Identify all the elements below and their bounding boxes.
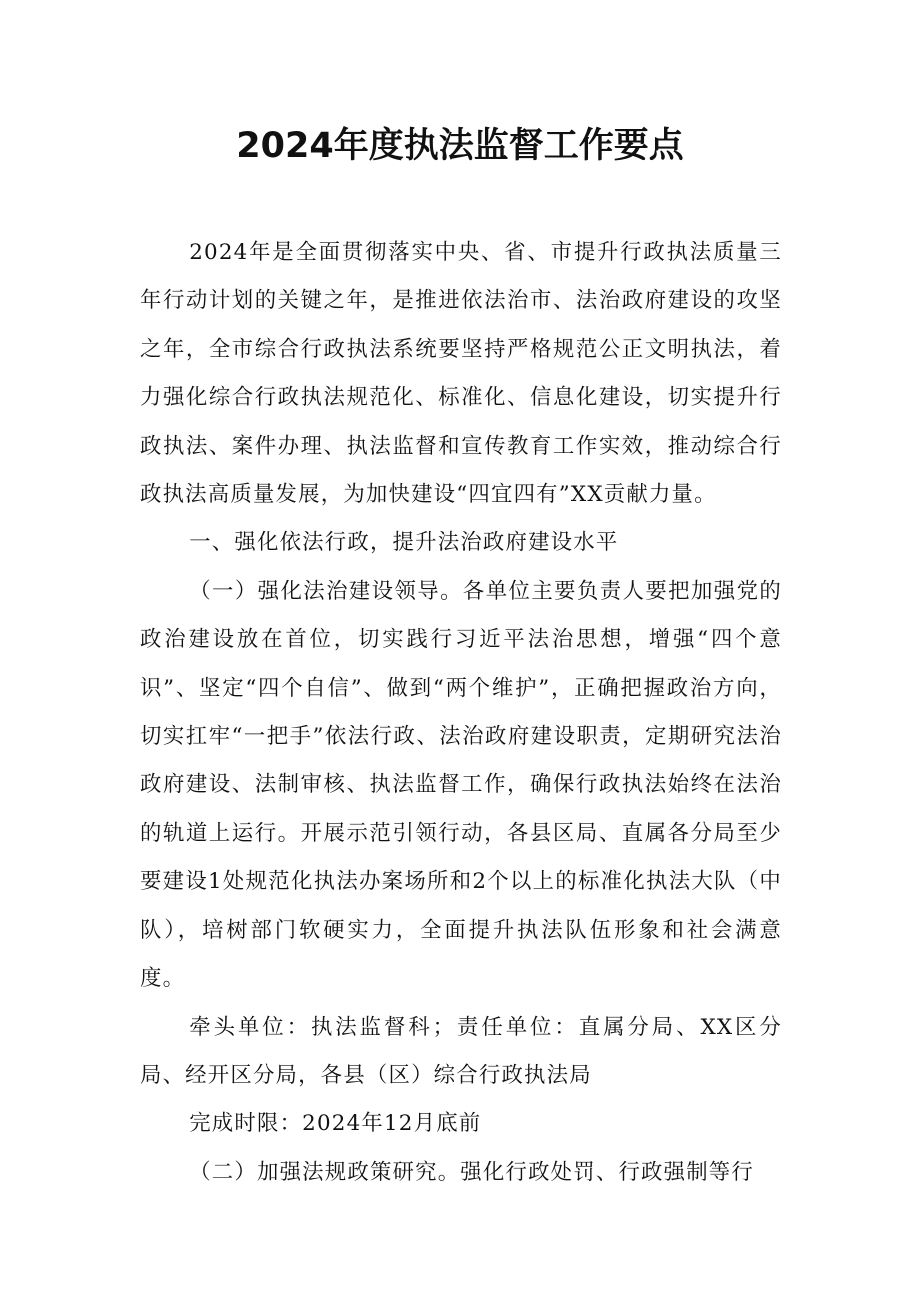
- section-heading-1: 一、强化依法行政，提升法治政府建设水平: [189, 530, 619, 556]
- item-1-deadline: 完成时限：2024年12月底前: [189, 1111, 482, 1137]
- item-2-paragraph: （二）加强法规政策研究。强化行政处罚、行政强制等行: [189, 1159, 754, 1185]
- item-1-paragraph: （一）强化法治建设领导。各单位主要负责人要把加强党的政治建设放在首位，切实践行习近平法治思想，增强“四个意识”、坚定“四个自信”、做到“两个维护”，正确把握政治方向，切实扛牢“一把手”依法行政、法治政府建设职责，定期研究法治政府建设、法制审核、执法监督工作，确保行政执法始终在法治的轨道上运行。开展示范引领行动，各县区局、直属各分局至少要建设1处规范化执法办案场所和2个以上的标准化执法大队（中队），培树部门软硬实力，全面提升执法队伍形象和社会满意度。: [140, 578, 782, 992]
- item-1-responsible-units: 牵头单位：执法监督科；责任单位：直属分局、XX区分局、经开区分局，各县（区）综合行政执法局: [140, 1014, 782, 1088]
- intro-paragraph: 2024年是全面贯彻落实中央、省、市提升行政执法质量三年行动计划的关键之年，是推进依法治市、法治政府建设的攻坚之年，全市综合行政执法系统要坚持严格规范公正文明执法，着力强化综合行政执法规范化、标准化、信息化建设，切实提升行政执法、案件办理、执法监督和宣传教育工作实效，推动综合行政执法高质量发展，为加快建设“四宜四有”XX贡献力量。: [140, 240, 782, 508]
- document-body: [140, 229, 782, 1197]
- document-title: 2024年度执法监督工作要点: [236, 126, 684, 166]
